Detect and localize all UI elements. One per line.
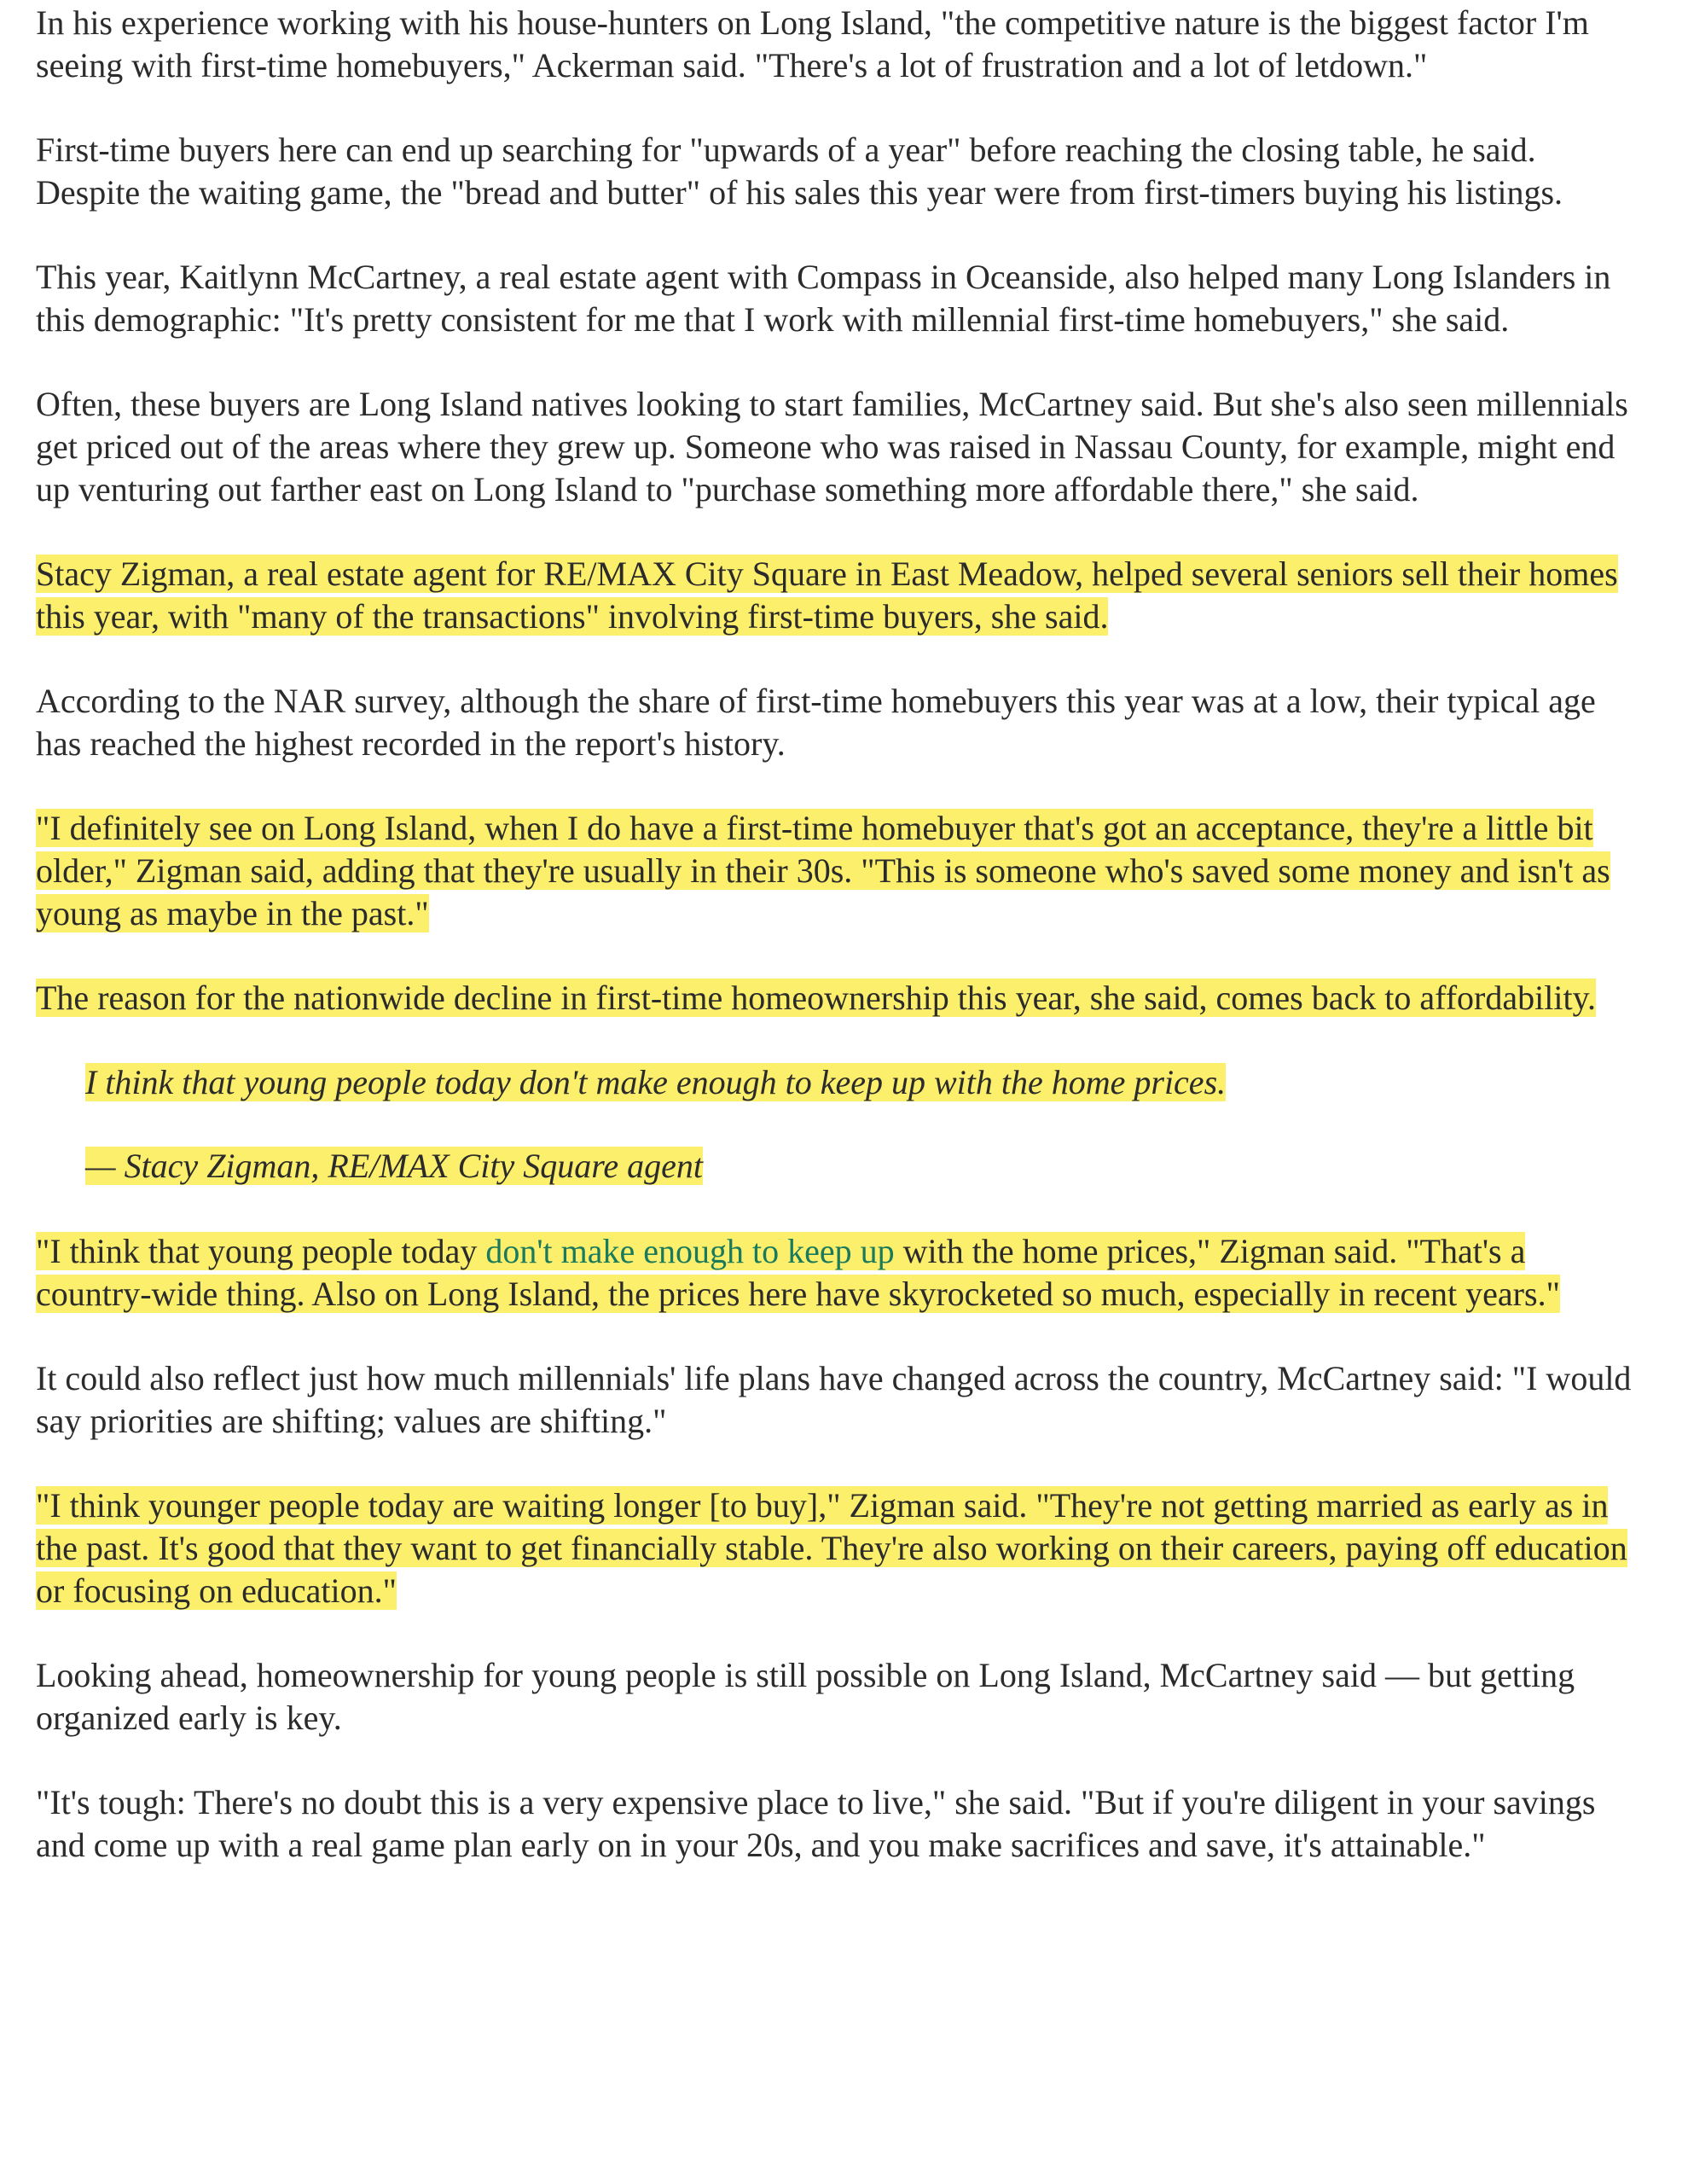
pull-quote-attribution — [85, 1145, 1639, 1188]
paragraph-ackerman-competition — [36, 2, 1639, 87]
paragraph-attainable — [36, 1781, 1639, 1867]
quote-text-after: with the home prices," Zigman said. "That's a country-wide thing. Also on Long Island, the prices here have skyrocketed so much, especially in recent years." — [36, 1232, 1560, 1313]
quote-text-before: "I think that young people today — [36, 1232, 486, 1270]
paragraph-zigman-intro — [36, 553, 1639, 638]
paragraph-text: "It's tough: There's no doubt this is a very expensive place to live," she said. "But if you're diligent in your savings and come up with a real game plan early on in your 20s, and you make sacrifices and save, it's attainable." — [36, 1783, 1596, 1864]
paragraph-text: In his experience working with his house-hunters on Long Island, "the competitive nature is the biggest factor I'm seeing with first-time homebuyers," Ackerman said. "There's a lot of frustration and a lot of letdown." — [36, 3, 1589, 84]
paragraph-mccartney-intro — [36, 256, 1639, 341]
paragraph-text: This year, Kaitlynn McCartney, a real estate agent with Compass in Oceanside, also helped many Long Islanders in this demographic: "It's pretty consistent for me that I work with millennial first-time homebuyers," she said. — [36, 258, 1611, 339]
highlighted-text: "I definitely see on Long Island, when I do have a first-time homebuyer that's got an acceptance, they're a little bit older," Zigman said, adding that they're usually in their 30s. "This is someone who's saved some money and isn't as young as maybe in the past." — [36, 809, 1610, 932]
highlighted-text: The reason for the nationwide decline in first-time homeownership this year, she said, comes back to affordability. — [36, 979, 1596, 1017]
paragraph-text: It could also reflect just how much millennials' life plans have changed across the country, McCartney said: "I would say priorities are shifting; values are shifting." — [36, 1359, 1632, 1440]
paragraph-zigman-waiting-longer — [36, 1484, 1639, 1612]
paragraph-nar-survey — [36, 680, 1639, 765]
article-link[interactable]: don't make enough to keep up — [485, 1232, 895, 1270]
paragraph-zigman-older-buyers — [36, 807, 1639, 935]
paragraph-natives-priced-out — [36, 383, 1639, 511]
paragraph-text: According to the NAR survey, although the share of first-time homebuyers this year was at a low, their typical age has reached the highest recorded in the report's history. — [36, 682, 1596, 763]
paragraph-text: First-time buyers here can end up searching for "upwards of a year" before reaching the closing table, he said. Despite the waiting game, the "bread and butter" of his sales this year were from first-timers buying his listings. — [36, 131, 1563, 212]
paragraph-affordability — [36, 977, 1639, 1019]
paragraph-life-plans — [36, 1357, 1639, 1443]
highlighted-text: — Stacy Zigman, RE/MAX City Square agent — [85, 1147, 703, 1185]
highlighted-text: "I think younger people today are waiting longer [to buy]," Zigman said. "They're not getting married as early as in the past. It's good that they want to get financially stable. They're also working on their careers, paying off education or focusing on education." — [36, 1486, 1627, 1610]
highlighted-text: I think that young people today don't make enough to keep up with the home prices. — [85, 1063, 1227, 1101]
paragraph-first-time-search — [36, 129, 1639, 214]
highlighted-text — [36, 1232, 1560, 1313]
highlighted-text: Stacy Zigman, a real estate agent for RE/MAX City Square in East Meadow, helped several seniors sell their homes this year, with "many of the transactions" involving first-time buyers, she said. — [36, 555, 1618, 636]
paragraph-text: Often, these buyers are Long Island natives looking to start families, McCartney said. But she's also seen millennials get priced out of the areas where they grew up. Someone who was raised in Nassau County, for example, might end up venturing out farther east on Long Island to "purchase something more affordable there," she said. — [36, 385, 1628, 508]
paragraph-text: Looking ahead, homeownership for young people is still possible on Long Island, McCartney said — but getting organized early is key. — [36, 1656, 1575, 1737]
article-body — [36, 0, 1639, 1908]
pull-quote-block — [85, 1061, 1639, 1188]
paragraph-zigman-prices-quote — [36, 1230, 1639, 1316]
paragraph-looking-ahead — [36, 1654, 1639, 1740]
pull-quote-text — [85, 1061, 1639, 1104]
